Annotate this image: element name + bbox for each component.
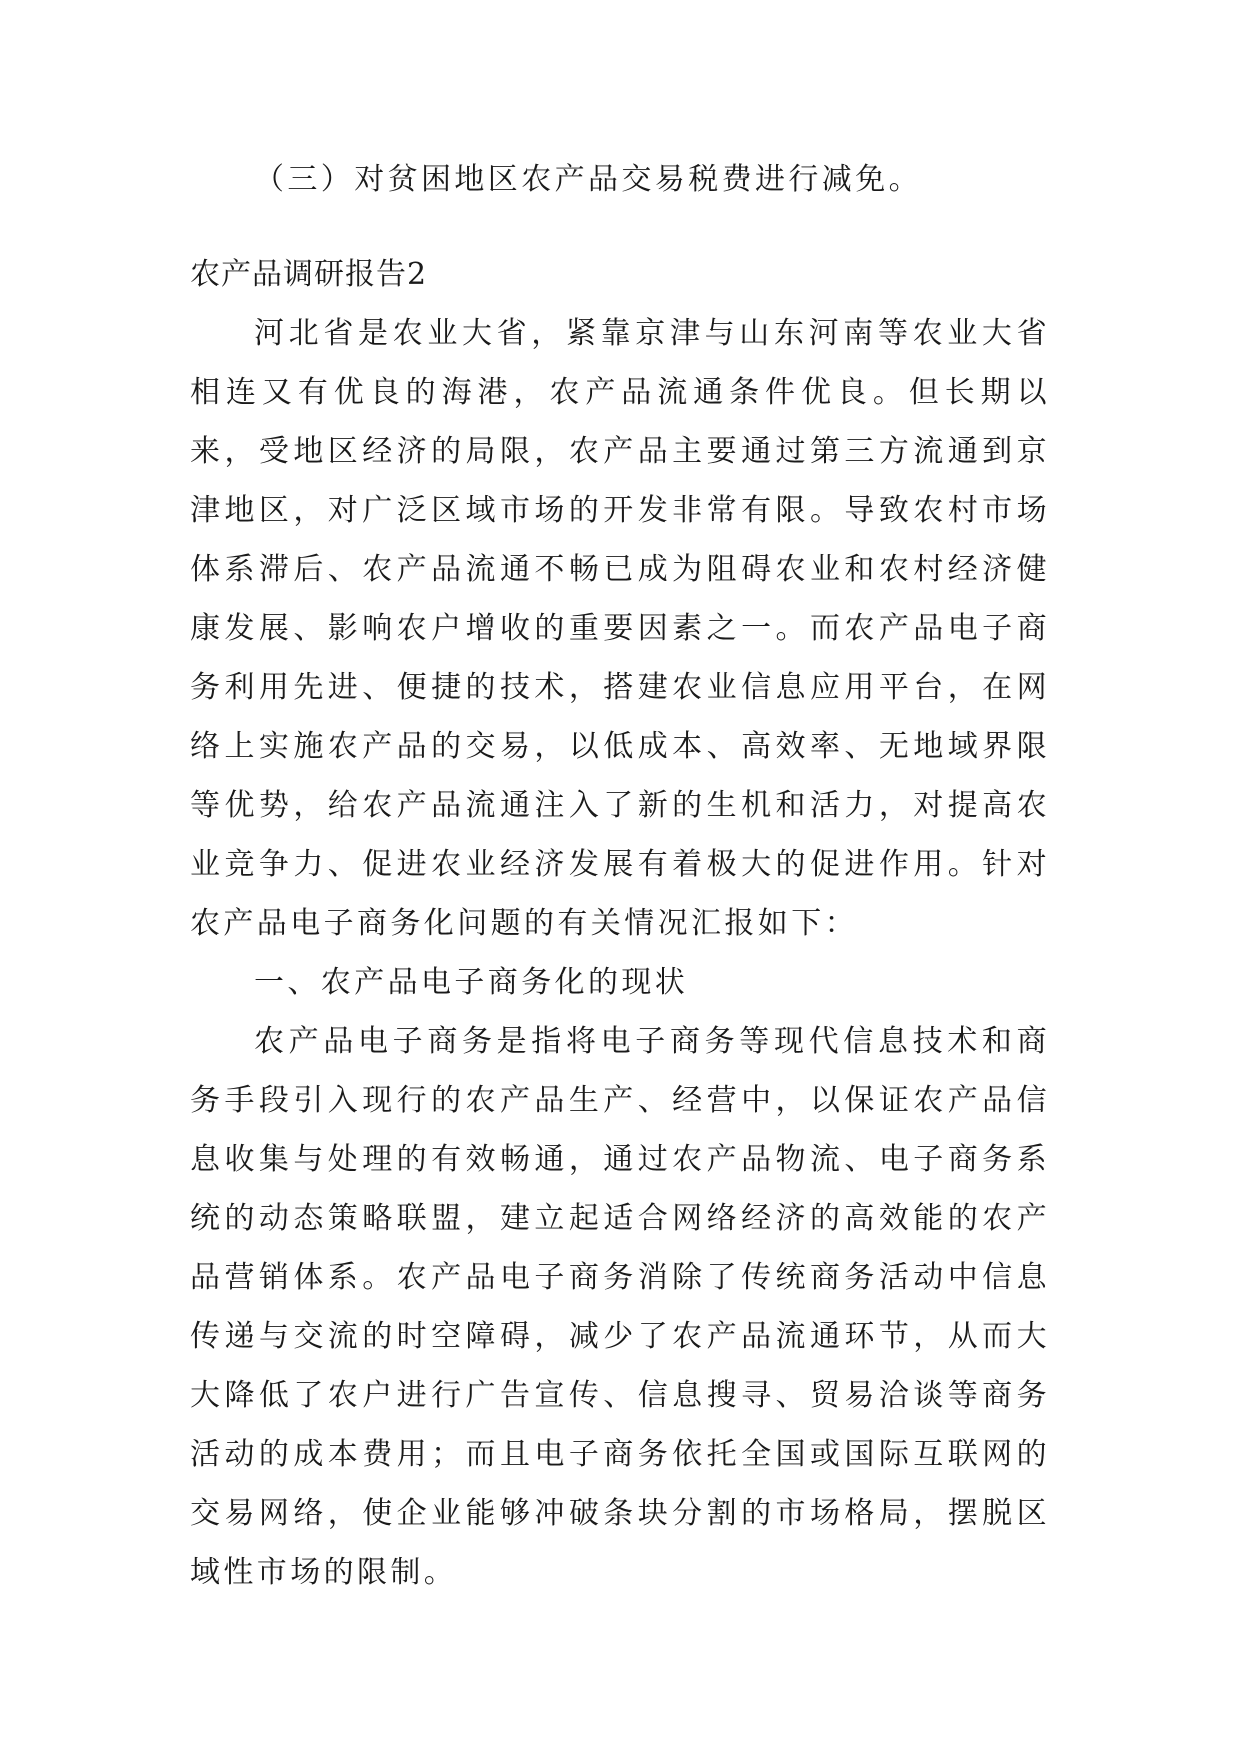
intro-item: （三）对贫困地区农产品交易税费进行减免。 <box>254 162 922 197</box>
paragraph-1: 河北省是农业大省，紧靠京津与山东河南等农业大省相连又有优良的海港，农产品流通条件优良。但长期以来，受地区经济的局限，农产品主要通过第三方流通到京津地区，对广泛区域市场的开发非常有限。导致农村市场体系滞后、农产品流通不畅已成为阻碍农业和农村经济健康发展、影响农户增收的重要因素之一。而农产品电子商务利用先进、便捷的技术，搭建农业信息应用平台，在网络上实施农产品的交易，以低成本、高效率、无地域界限等优势，给农产品流通注入了新的生机和活力，对提高农业竞争力、促进农业经济发展有着极大的促进作用。针对农产品电子商务化问题的有关情况汇报如下： <box>190 316 1050 941</box>
section-title: 农产品调研报告2 <box>190 257 428 292</box>
document-body <box>190 150 1050 1602</box>
subheading-1: 一、农产品电子商务化的现状 <box>254 965 689 1000</box>
paragraph-2: 农产品电子商务是指将电子商务等现代信息技术和商务手段引入现行的农产品生产、经营中，以保证农产品信息收集与处理的有效畅通，通过农产品物流、电子商务系统的动态策略联盟，建立起适合网络经济的高效能的农产品营销体系。农产品电子商务消除了传统商务活动中信息传递与交流的时空障碍，减少了农产品流通环节，从而大大降低了农户进行广告宣传、信息搜寻、贸易洽谈等商务活动的成本费用；而且电子商务依托全国或国际互联网的交易网络，使企业能够冲破条块分割的市场格局，摆脱区域性市场的限制。 <box>190 1024 1050 1590</box>
